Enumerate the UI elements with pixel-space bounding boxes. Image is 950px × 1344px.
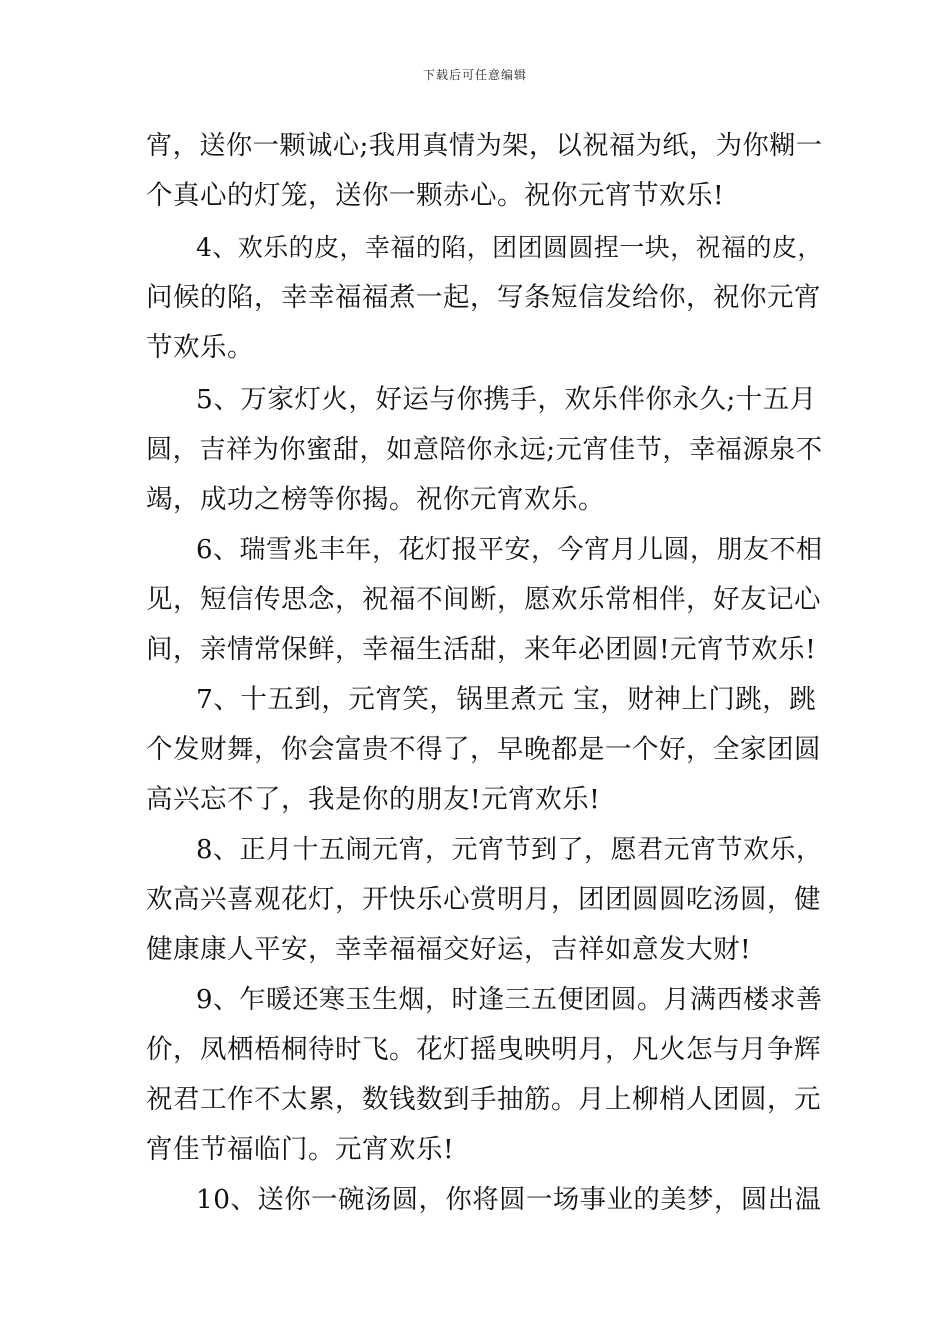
text-line: 节欢乐。 [146,332,254,363]
text-line: 健康康人平安，幸幸福福交好运，吉祥如意发大财! [146,934,752,965]
text-line: 5、万家灯火，好运与你携手，欢乐伴你永久;十五月 [196,384,817,415]
text-line: 7、十五到，元宵笑，锅里煮元 宝，财神上门跳，跳 [196,684,817,715]
text-line: 宵，送你一颗诚心;我用真情为架，以祝福为纸，为你糊一 [146,131,823,161]
page-header: 下载后可任意编辑 [422,68,527,82]
text-line: 个发财舞，你会富贵不得了，早晚都是一个好，全家团圆 [146,734,821,765]
text-line: 4、欢乐的皮，幸福的陷，团团圆圆捏一块，祝福的皮， [196,233,823,262]
text-line: 个真心的灯笼，送你一颗赤心。祝你元宵节欢乐! [146,180,725,211]
text-line: 欢高兴喜观花灯，开快乐心赏明月，团团圆圆吃汤圆，健 [146,884,821,915]
text-line: 见，短信传思念，祝福不间断，愿欢乐常相伴，好友记心 [146,584,821,615]
text-line: 间，亲情常保鲜，幸福生活甜，来年必团圆!元宵节欢乐! [146,634,817,665]
text-line: 祝君工作不太累，数钱数到手抽筋。月上柳梢人团圆，元 [146,1084,821,1115]
text-line: 9、乍暖还寒玉生烟，时逢三五便团圆。月满西楼求善 [196,985,823,1015]
text-line: 8、正月十五闹元宵，元宵节到了，愿君元宵节欢乐， [196,835,823,865]
text-line: 竭，成功之榜等你揭。祝你元宵欢乐。 [146,484,605,515]
text-line: 10、送你一碗汤圆，你将圆一场事业的美梦，圆出温 [196,1185,822,1215]
text-line: 价，凤栖梧桐待时飞。花灯摇曳映明月，凡火怎与月争辉 [146,1034,821,1065]
text-line: 问候的陷，幸幸福福煮一起，写条短信发给你，祝你元宵 [146,282,821,313]
text-line: 高兴忘不了，我是你的朋友!元宵欢乐! [146,784,601,815]
text-line: 圆，吉祥为你蜜甜，如意陪你永远;元宵佳节，幸福源泉不 [146,435,823,465]
text-line: 6、瑞雪兆丰年，花灯报平安，今宵月儿圆，朋友不相 [196,535,823,565]
text-line: 宵佳节福临门。元宵欢乐! [146,1134,455,1165]
